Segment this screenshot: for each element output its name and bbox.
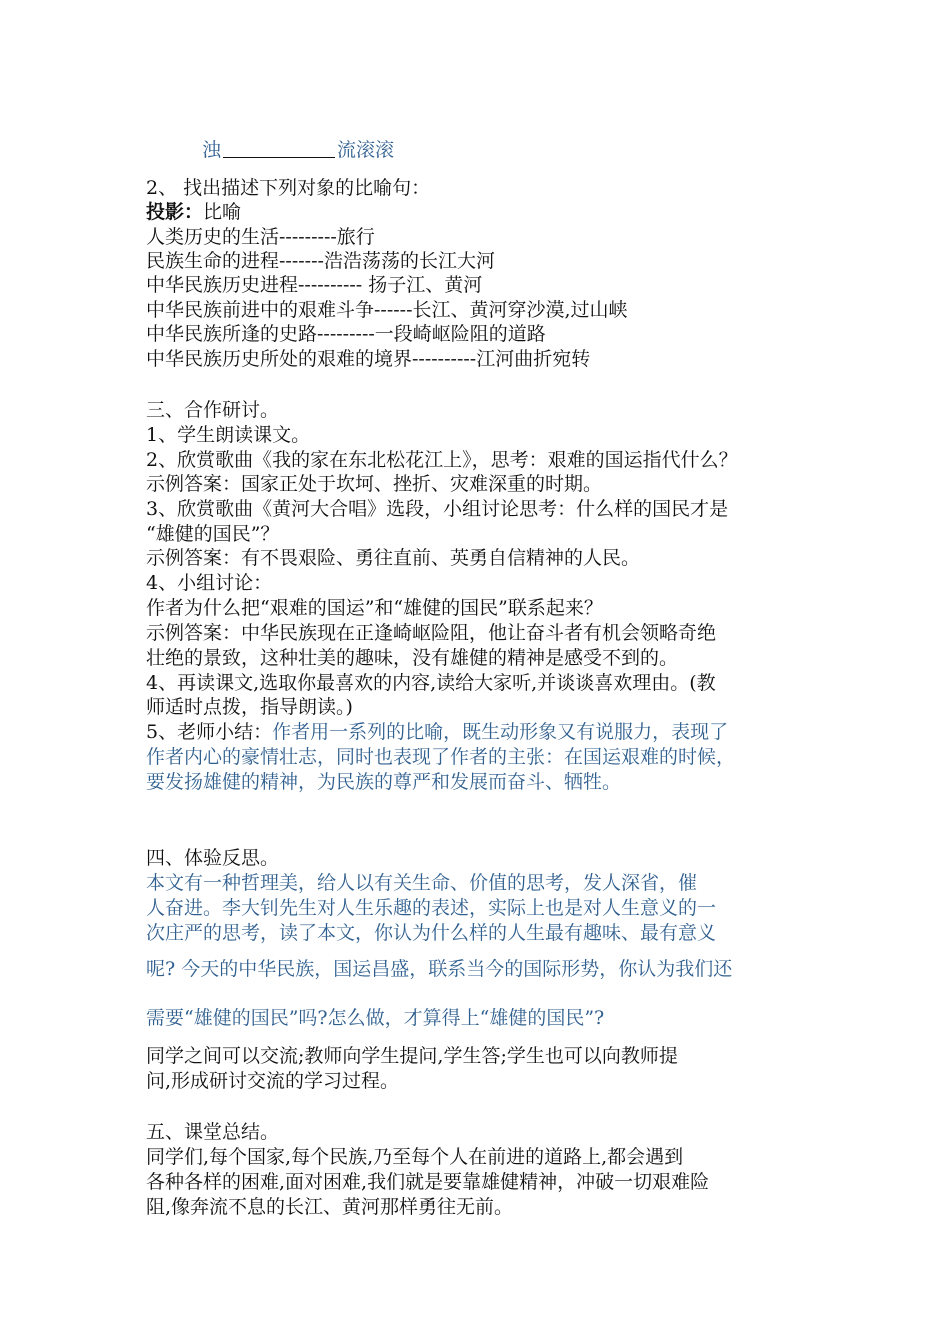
metaphor-item: 人类历史的生活---------旅行 [146,226,375,248]
summary-line: 阻,像奔流不息的长江、黄河那样勇往无前。 [146,1196,514,1218]
sec3-line: 示例答案：中华民族现在正逢崎岖险阻，他让奋斗者有机会领略奇绝 [146,622,717,644]
sec3-line: 4、再读课文,选取你最喜欢的内容,读给大家听,并谈谈喜欢理由。(教 [146,672,716,694]
sec3-line: 示例答案：国家正处于坎坷、挫折、灾难深重的时期。 [146,473,603,495]
reflection-line: 次庄严的思考，读了本文，你认为什么样的人生最有趣味、最有意义 [146,922,717,944]
teacher-summary-line [146,720,728,744]
sec3-line: 2、欣赏歌曲《我的家在东北松花江上》，思考：艰难的国运指代什么？ [146,449,738,471]
metaphor-item: 中华民族历史所处的艰难的境界----------江河曲折宛转 [146,348,591,370]
fill-blank-line [202,138,394,162]
projection-line [146,200,241,224]
teacher-summary-text: 作者内心的豪情壮志，同时也表现了作者的主张：在国运艰难的时候， [146,746,736,768]
sec3-line: 师适时点拨，指导朗读。) [146,696,353,718]
fill-blank-after: 流滚滚 [337,139,395,161]
reflection-note-line: 问,形成研讨交流的学习过程。 [146,1070,400,1092]
fill-blank-underline [223,139,335,158]
reflection-line: 呢? 今天的中华民族，国运昌盛，联系当今的国际形势，你认为我们还 [146,958,733,980]
sec3-heading: 三、合作研讨。 [146,399,280,421]
fill-blank-before: 浊 [202,139,222,161]
reflection-note-line: 同学之间可以交流;教师向学生提问,学生答;学生也可以向教师提 [146,1045,678,1067]
summary-line: 同学们,每个国家,每个民族,乃至每个人在前进的道路上,都会遇到 [146,1146,684,1168]
metaphor-item: 中华民族前进中的艰难斗争------长江、黄河穿沙漠,过山峡 [146,299,628,321]
sec3-line: “雄健的国民”？ [146,523,280,545]
sec3-line: 1、学生朗读课文。 [146,424,311,446]
teacher-summary-label: 5、老师小结： [146,721,273,743]
reflection-line: 本文有一种哲理美，给人以有关生命、价值的思考，发人深省，催 [146,872,698,894]
sec3-line: 4、小组讨论： [146,572,273,594]
sec3-line: 作者为什么把“艰难的国运”和“雄健的国民”联系起来？ [146,597,603,619]
sec2-title: 2、 找出描述下列对象的比喻句： [146,177,431,199]
summary-line: 各种各样的困难,面对困难,我们就是要靠雄健精神，冲破一切艰难险 [146,1171,710,1193]
reflection-line: 需要“雄健的国民”吗?怎么做，才算得上“雄健的国民”? [146,1007,605,1029]
projection-label: 投影： [146,201,204,223]
reflection-line: 人奋进。李大钊先生对人生乐趣的表述，实际上也是对人生意义的一 [146,897,717,919]
metaphor-item: 民族生命的进程-------浩浩荡荡的长江大河 [146,250,495,272]
sec3-line: 壮绝的景致，这种壮美的趣味，没有雄健的精神是感受不到的。 [146,647,679,669]
teacher-summary-text: 作者用一系列的比喻，既生动形象又有说服力，表现了 [272,721,729,743]
sec5-heading: 五、课堂总结。 [146,1121,280,1143]
sec4-heading: 四、体验反思。 [146,847,280,869]
sec3-line: 示例答案：有不畏艰险、勇往直前、英勇自信精神的人民。 [146,547,641,569]
sec3-line: 3、欣赏歌曲《黄河大合唱》选段，小组讨论思考：什么样的国民才是 [146,498,729,520]
teacher-summary-text: 要发扬雄健的精神，为民族的尊严和发展而奋斗、牺牲。 [146,771,622,793]
metaphor-item: 中华民族所逢的史路---------一段崎岖险阻的道路 [146,323,546,345]
projection-text: 比喻 [203,201,242,223]
metaphor-item: 中华民族历史进程---------- 扬子江、黄河 [146,274,483,296]
